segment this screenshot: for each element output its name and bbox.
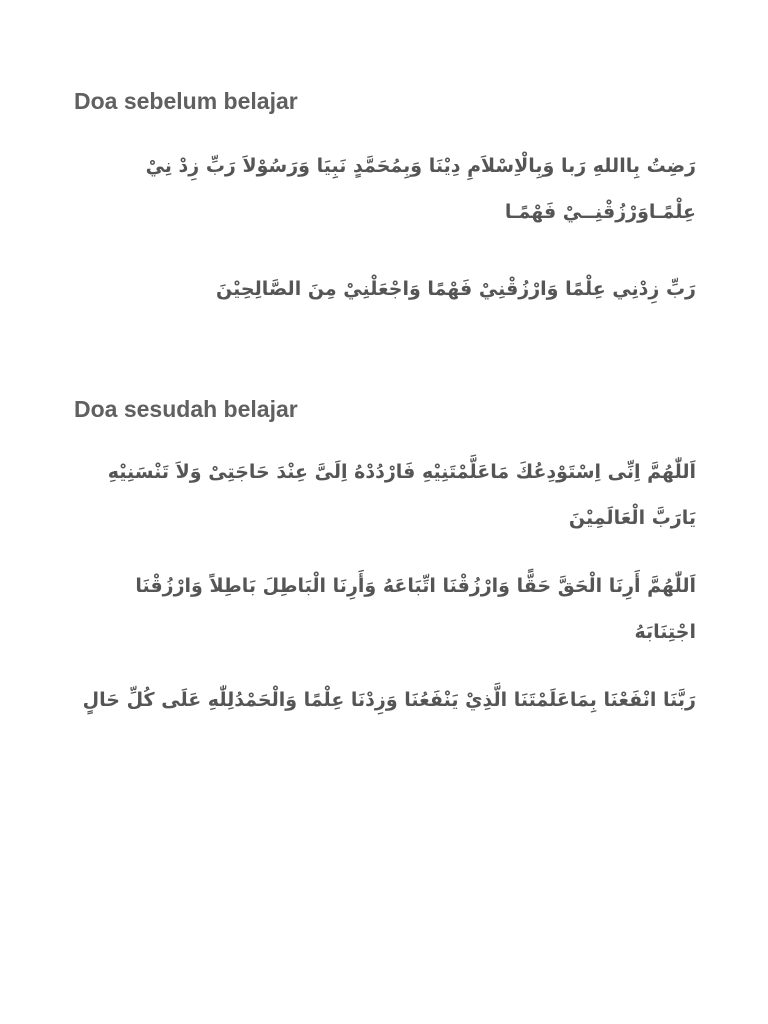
section-heading-after-study: Doa sesudah belajar (74, 396, 298, 422)
prayer-text: اَللّٰهُمَّ أَرِنَا الْحَقَّ حَقًّا وَارْزُقْنَا اتِّبَاعَهُ وَأَرِنَا الْبَاطِلَ بَاطِلاً وَارْزُقْنَا اجْتِنَابَهُ (135, 575, 696, 643)
prayer-text: رَبِّ زِدْنِي عِلْمًا وَارْزُقْنِيْ فَهْمًا وَاجْعَلْنِيْ مِنَ الصَّالِحِيْنَ (216, 278, 696, 300)
prayer-text: اَللّٰهُمَّ اِنِّى اِسْتَوْدِعُكَ مَاعَلَّمْتَنِيْهِ فَارْدُدْهُ اِلَىَّ عِنْدَ حَاجَتِىْ وَلاَ تَنْسَنِيْهِ يَارَبَّ الْعَالَمِيْنَ (107, 461, 696, 529)
prayer-text: رَبَّنَا انْفَعْنَا بِمَاعَلَمْتَنَا الَّذِيْ يَنْفَعُنَا وَزِدْنَا عِلْمًا وَالْحَمْدُلِلّٰهِ عَلَى كُلِّ حَالٍ (82, 689, 696, 711)
section-heading-before-study: Doa sebelum belajar (74, 88, 298, 114)
prayer-text: رَضِتُ بِااللهِ رَبا وَبِالْاِسْلاَمِ دِيْنَا وَبِمُحَمَّدٍ نَبِيَا وَرَسُوْلاَ رَبِّ زِدْ نِيْ عِلْمًـاوَرْزُقْنِــيْ فَهْمًـا (145, 155, 696, 223)
